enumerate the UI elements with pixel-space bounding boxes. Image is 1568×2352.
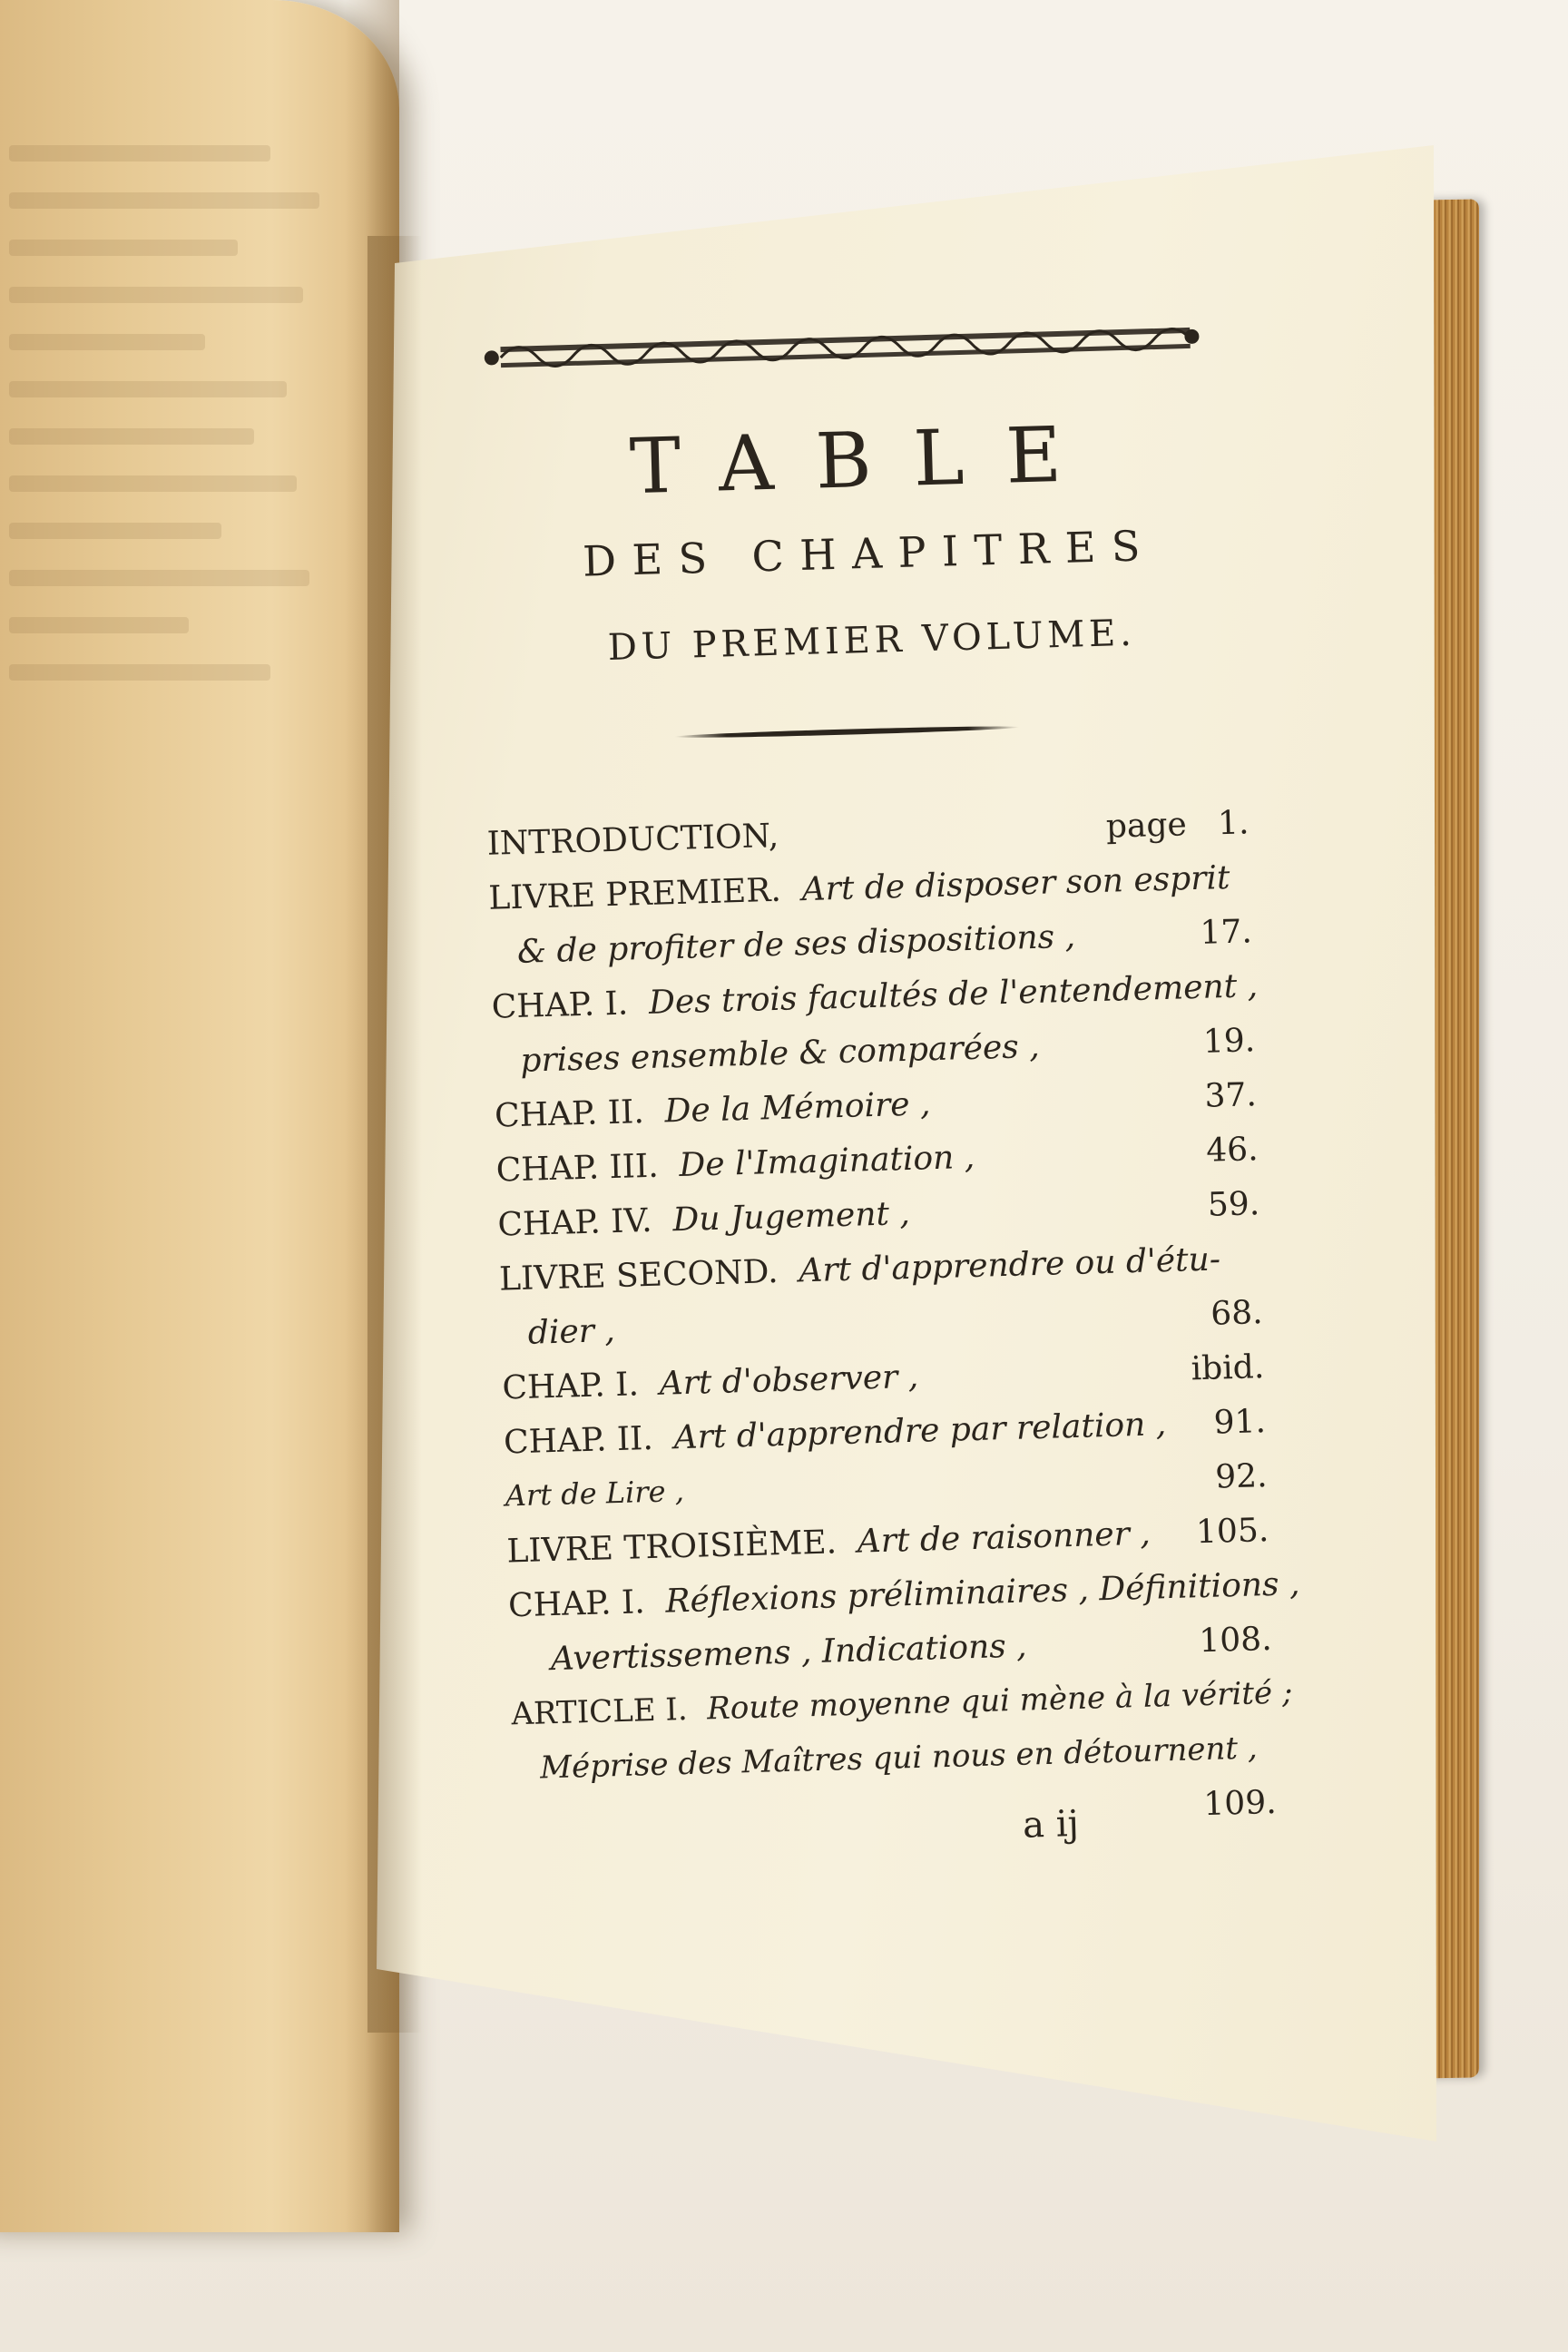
toc-text: Avertissemens , Indications , bbox=[550, 1627, 1028, 1679]
toc-text: Réflexions préliminaires , Définitions , bbox=[664, 1565, 1300, 1621]
toc-text: Du Jugement , bbox=[671, 1194, 911, 1240]
title-du-premier-volume: DU PREMIER VOLUME. bbox=[607, 612, 1137, 669]
toc-text: Art de disposer son esprit bbox=[801, 858, 1230, 909]
gutter-shadow bbox=[368, 236, 422, 2033]
toc-text: Méprise des Maîtres qui nous en détournent , bbox=[539, 1730, 1259, 1787]
toc-label: CHAP. I. bbox=[491, 985, 629, 1026]
toc-page-number: 109. bbox=[1202, 1783, 1278, 1824]
toc-page-number: 68. bbox=[1210, 1294, 1264, 1333]
toc-text: dier , bbox=[527, 1312, 616, 1352]
toc-text: Art d'observer , bbox=[659, 1357, 919, 1403]
toc-page-number: 37. bbox=[1204, 1076, 1258, 1115]
toc-text: De la Mémoire , bbox=[664, 1085, 931, 1131]
toc-text: & de profiter de ses dispositions , bbox=[516, 917, 1076, 971]
toc-page-number: 92. bbox=[1214, 1457, 1269, 1496]
toc-page bbox=[1105, 804, 1250, 845]
toc-label: CHAP. IV. bbox=[496, 1201, 653, 1244]
toc-text: Art de raisonner , bbox=[857, 1514, 1152, 1561]
toc-label: ARTICLE I. bbox=[510, 1690, 689, 1733]
toc-label: INTRODUCTION, bbox=[486, 817, 779, 863]
toc-label: LIVRE PREMIER. bbox=[487, 871, 782, 917]
toc-page-number: ibid. bbox=[1191, 1348, 1265, 1388]
toc-page-number: 46. bbox=[1205, 1131, 1259, 1170]
title-des-chapitres: DES CHAPITRES bbox=[582, 521, 1157, 586]
toc-label: LIVRE SECOND. bbox=[498, 1253, 779, 1298]
toc-page-number: 59. bbox=[1207, 1185, 1260, 1224]
ornamental-border bbox=[482, 302, 1200, 386]
toc-page-number: 91. bbox=[1213, 1403, 1267, 1442]
toc-page-number: 1. bbox=[1217, 804, 1250, 843]
toc-page-number: 17. bbox=[1199, 913, 1253, 952]
toc-label: CHAP. II. bbox=[503, 1419, 654, 1462]
toc-text: prises ensemble & comparées , bbox=[519, 1027, 1041, 1080]
toc-label: LIVRE TROISIÈME. bbox=[505, 1524, 838, 1571]
toc-text: Des trois facultés de l'entendement , bbox=[648, 967, 1259, 1022]
title-table: TABLE bbox=[628, 408, 1105, 512]
toc-text: De l'Imagination , bbox=[678, 1138, 975, 1184]
signature-mark: a ij bbox=[1022, 1802, 1080, 1847]
toc-text: Art d'apprendre ou d'étu- bbox=[798, 1240, 1221, 1290]
toc-page-number: 108. bbox=[1198, 1620, 1273, 1661]
title-rule bbox=[674, 724, 1019, 740]
table-of-contents-page bbox=[472, 278, 1300, 1847]
toc-label: CHAP. I. bbox=[501, 1366, 640, 1407]
left-page bbox=[0, 0, 399, 2232]
left-page-bleed-through bbox=[9, 145, 336, 1869]
toc-label: CHAP. I. bbox=[507, 1583, 646, 1625]
toc-text: Art d'apprendre par relation , bbox=[673, 1406, 1167, 1457]
toc-text: Art de Lire , bbox=[505, 1473, 685, 1514]
toc-label: CHAP. III. bbox=[495, 1147, 660, 1190]
toc-page-number: 105. bbox=[1195, 1512, 1269, 1552]
toc-page-number: 19. bbox=[1202, 1022, 1256, 1061]
toc-label: CHAP. II. bbox=[494, 1093, 645, 1135]
toc-page-prefix: page bbox=[1105, 806, 1188, 846]
toc-text: Route moyenne qui mène à la vérité ; bbox=[706, 1674, 1293, 1728]
